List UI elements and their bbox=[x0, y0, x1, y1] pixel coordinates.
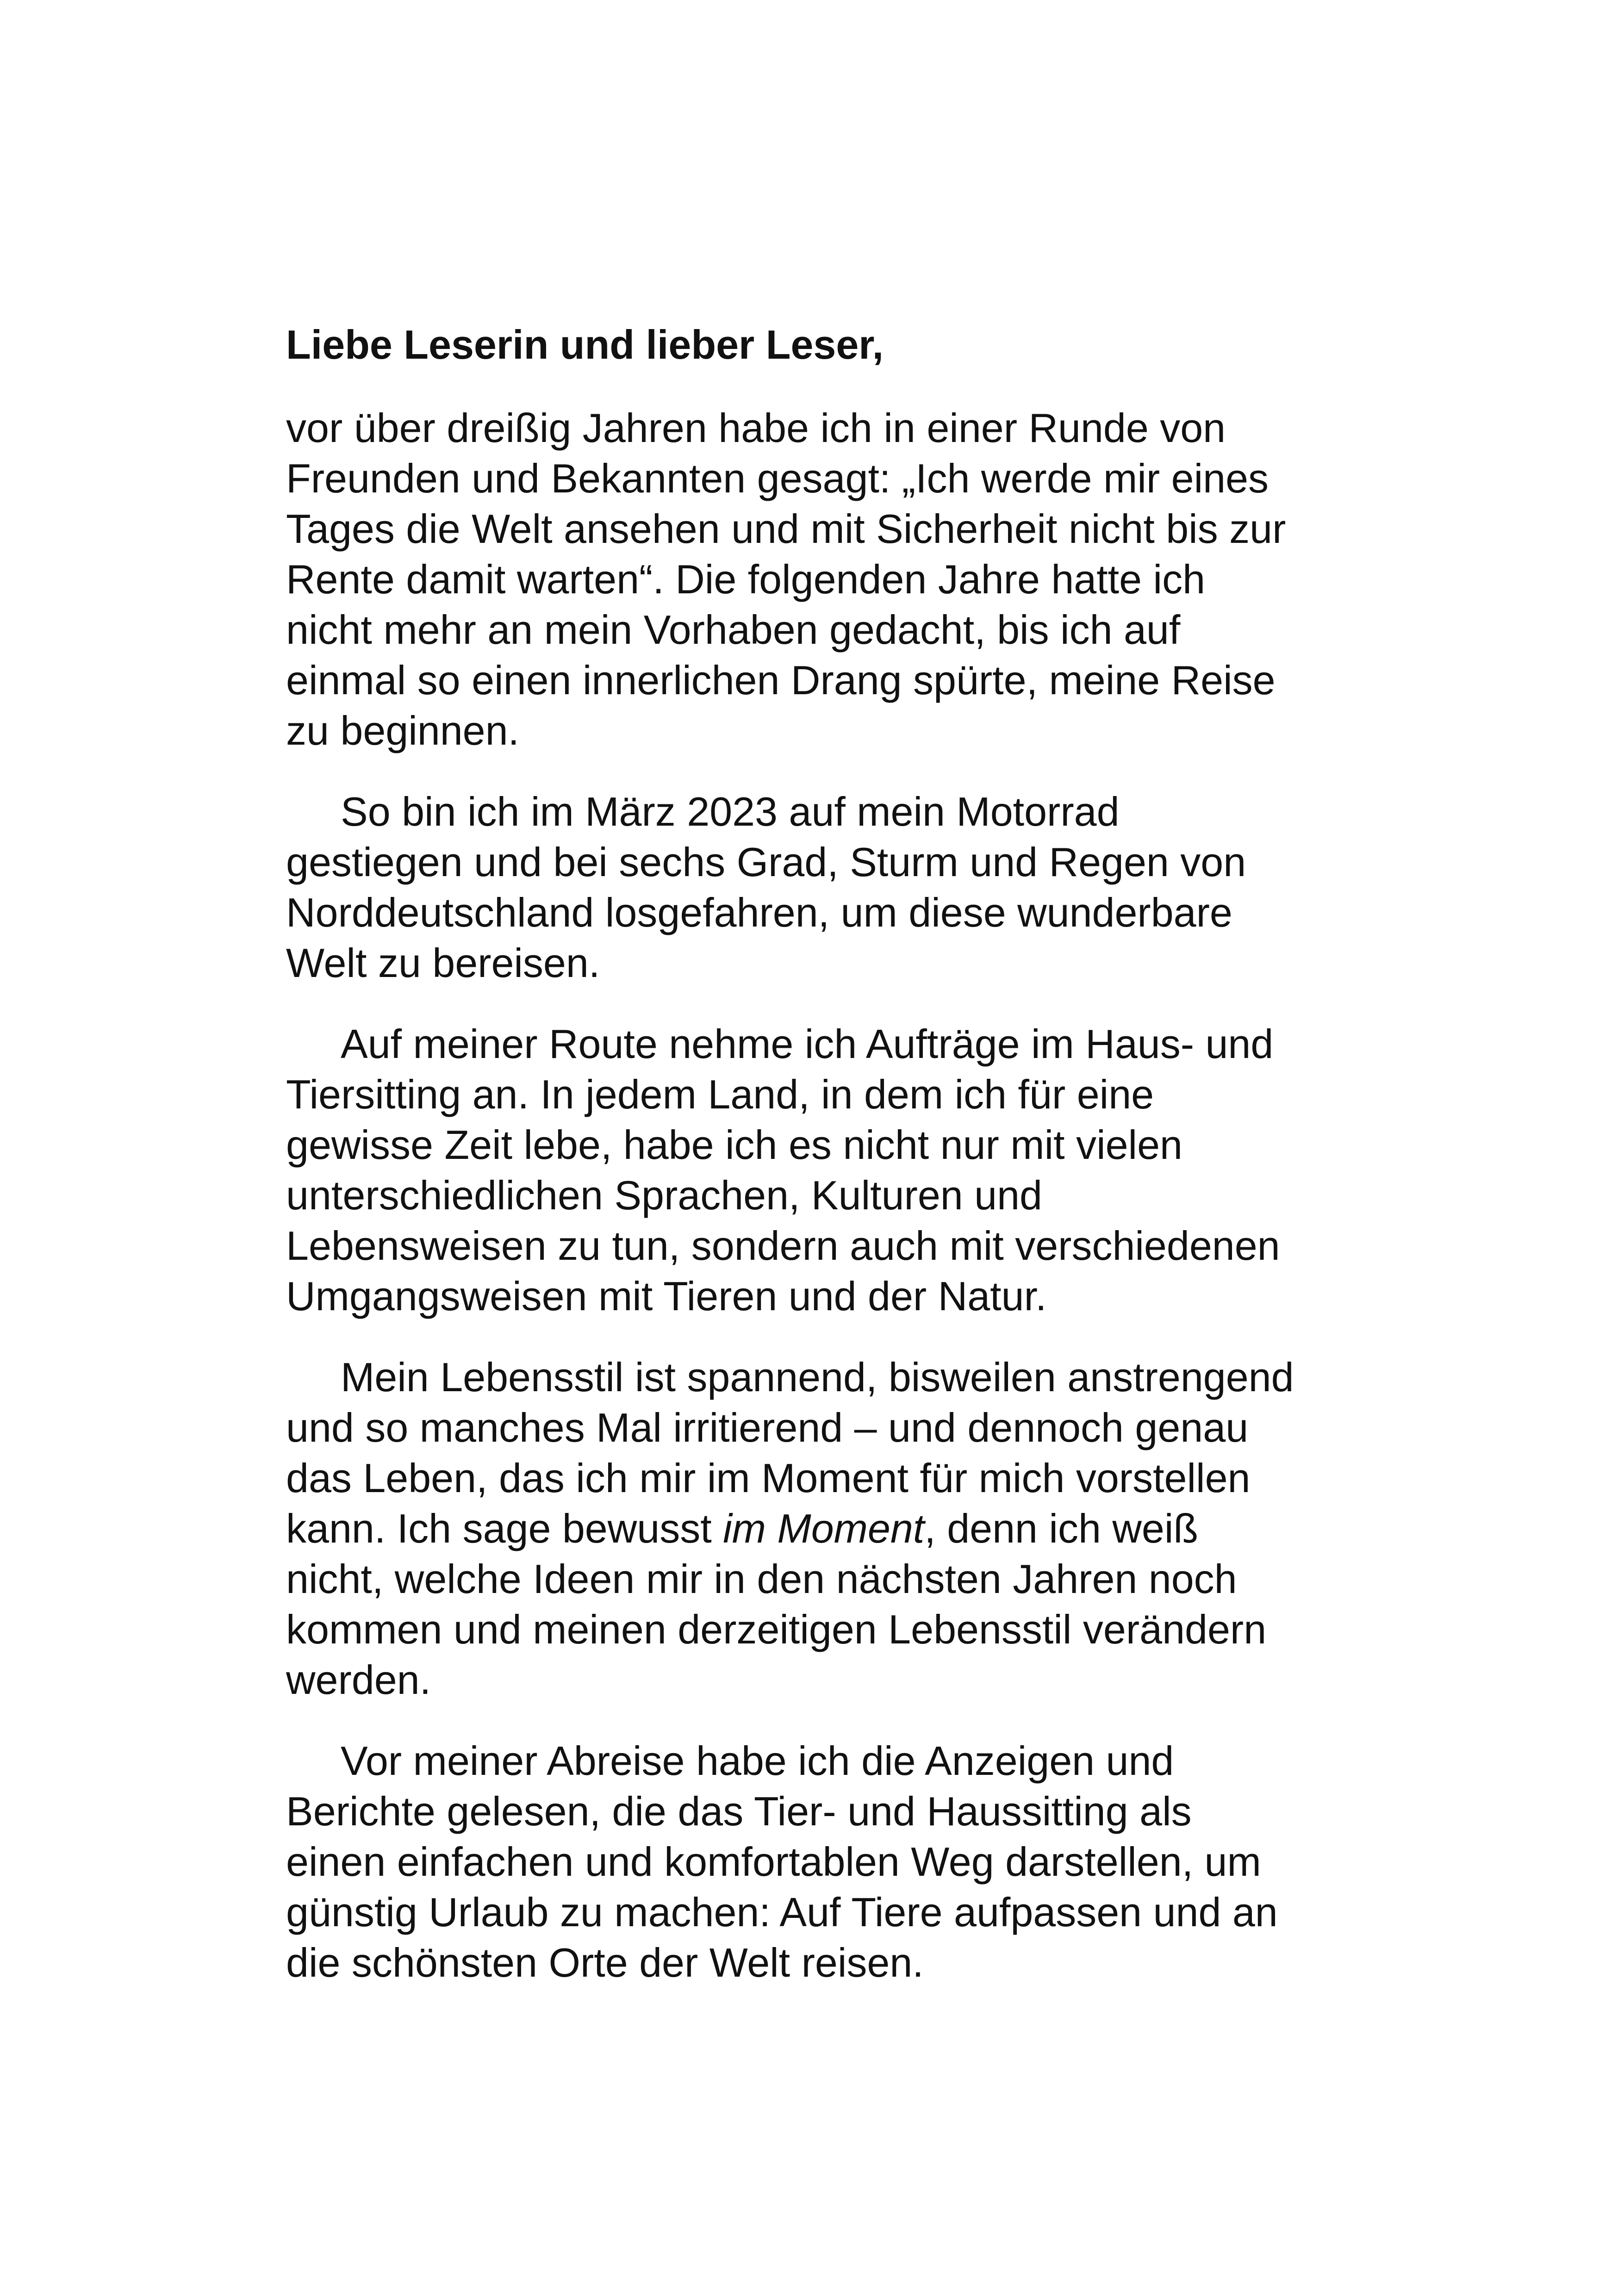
paragraph-line: Mein Lebensstil ist spannend, bisweilen anstrengend bbox=[341, 1354, 1294, 1400]
paragraph-line: unterschiedlichen Sprachen, Kulturen und bbox=[286, 1172, 1042, 1218]
paragraph-line: günstig Urlaub zu machen: Auf Tiere aufpassen und an bbox=[286, 1889, 1278, 1935]
line-text: , denn ich weiß bbox=[924, 1506, 1199, 1551]
paragraph-line: nicht, welche Ideen mir in den nächsten Jahren noch bbox=[286, 1556, 1237, 1602]
paragraph-line: kommen und meinen derzeitigen Lebensstil verändern bbox=[286, 1606, 1267, 1652]
paragraph-line: Tages die Welt ansehen und mit Sicherheit nicht bis zur bbox=[286, 506, 1286, 552]
paragraph-line: Welt zu bereisen. bbox=[286, 940, 600, 986]
paragraph-5 bbox=[286, 1736, 1360, 1988]
emphasis-text: im Moment bbox=[723, 1506, 925, 1551]
paragraph-line: nicht mehr an mein Vorhaben gedacht, bis ich auf bbox=[286, 607, 1181, 653]
paragraph-line: zu beginnen. bbox=[286, 708, 519, 753]
document-page bbox=[286, 319, 1360, 2018]
paragraph-2 bbox=[286, 786, 1360, 988]
paragraph-line: die schönsten Orte der Welt reisen. bbox=[286, 1940, 924, 1985]
paragraph-line bbox=[286, 1503, 1360, 1554]
paragraph-line: gewisse Zeit lebe, habe ich es nicht nur mit vielen bbox=[286, 1122, 1182, 1168]
paragraph-line: Freunden und Bekannten gesagt: „Ich werde mir eines bbox=[286, 455, 1269, 501]
salutation-heading: Liebe Leserin und lieber Leser, bbox=[286, 322, 884, 367]
paragraph-line: einen einfachen und komfortablen Weg darstellen, um bbox=[286, 1839, 1261, 1885]
paragraph-line: Auf meiner Route nehme ich Aufträge im Haus- und bbox=[341, 1021, 1274, 1067]
paragraph-line: Lebensweisen zu tun, sondern auch mit verschiedenen bbox=[286, 1223, 1280, 1269]
paragraph-line: Rente damit warten“. Die folgenden Jahre hatte ich bbox=[286, 556, 1206, 602]
paragraph-1 bbox=[286, 403, 1360, 756]
paragraph-line: Vor meiner Abreise habe ich die Anzeigen und bbox=[341, 1738, 1174, 1784]
paragraph-line: Umgangsweisen mit Tieren und der Natur. bbox=[286, 1273, 1047, 1319]
paragraph-3 bbox=[286, 1019, 1360, 1321]
paragraph-line: und so manches Mal irritierend – und dennoch genau bbox=[286, 1405, 1249, 1450]
paragraph-line: werden. bbox=[286, 1657, 431, 1703]
line-text: kann. Ich sage bewusst bbox=[286, 1506, 723, 1551]
paragraph-line: Berichte gelesen, die das Tier- und Haussitting als bbox=[286, 1788, 1192, 1834]
paragraph-line: das Leben, das ich mir im Moment für mich vorstellen bbox=[286, 1455, 1251, 1501]
paragraph-line: einmal so einen innerlichen Drang spürte, meine Reise bbox=[286, 657, 1276, 703]
paragraph-line: So bin ich im März 2023 auf mein Motorrad bbox=[341, 789, 1120, 834]
paragraph-line: Norddeutschland losgefahren, um diese wunderbare bbox=[286, 890, 1232, 935]
paragraph-line: vor über dreißig Jahren habe ich in einer Runde von bbox=[286, 405, 1226, 451]
paragraph-4 bbox=[286, 1352, 1360, 1705]
paragraph-line: Tiersitting an. In jedem Land, in dem ich für eine bbox=[286, 1071, 1154, 1117]
paragraph-line: gestiegen und bei sechs Grad, Sturm und Regen von bbox=[286, 839, 1246, 885]
